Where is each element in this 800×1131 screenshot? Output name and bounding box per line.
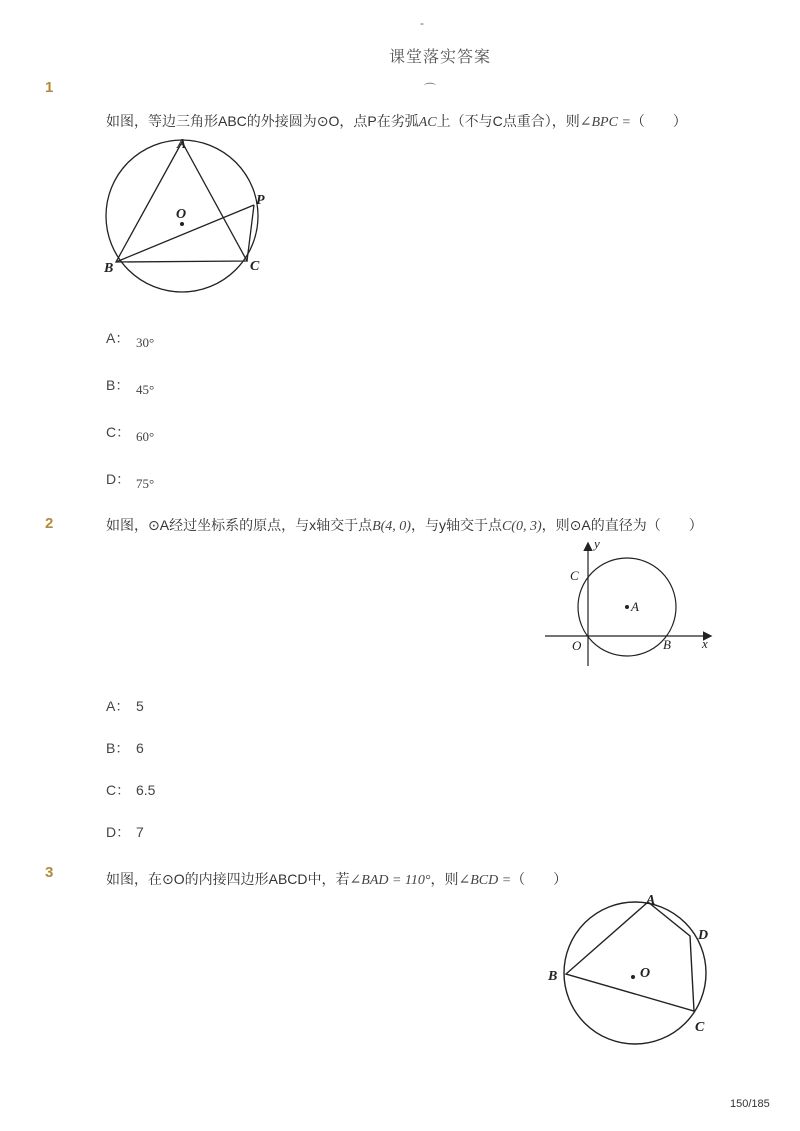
q3-label-b: B — [548, 969, 558, 984]
q3-stem-expr2: ∠BCD = — [458, 873, 512, 888]
q2-option-c[interactable] — [106, 780, 155, 800]
q2-label-c: C — [570, 568, 579, 583]
q3-stem-prefix: 如图，在⊙O的内接四边形ABCD中，若 — [106, 871, 350, 887]
q1-option-a[interactable] — [106, 328, 154, 348]
q2-stem-point-c: C(0, 3) — [501, 519, 542, 534]
q2-option-d-value: 7 — [136, 824, 144, 840]
q2-stem-point-b: B(4, 0) — [372, 519, 411, 534]
q1-option-a-value: 30° — [136, 335, 155, 350]
q2-label-y: y — [594, 536, 600, 551]
q2-option-b-label: B： — [106, 740, 130, 756]
q2-center-dot — [625, 605, 629, 609]
question-1-stem — [106, 111, 687, 131]
q3-label-o: O — [640, 966, 651, 981]
q2-option-c-value: 6.5 — [136, 782, 156, 798]
q2-label-o: O — [572, 638, 582, 653]
question-number-3: 3 — [45, 864, 54, 881]
question-2-stem — [106, 515, 703, 535]
q1-stem-expr: ∠BPC = — [579, 115, 631, 130]
q1-option-b-value: 45° — [136, 382, 155, 397]
q3-label-c: C — [695, 1020, 705, 1035]
q1-stem-middle: 上（不与C点重合），则 — [436, 113, 580, 129]
q2-option-d-label: D： — [106, 824, 131, 840]
q1-option-a-label: A： — [106, 330, 130, 346]
q1-label-p: P — [256, 193, 265, 208]
q1-option-c-label: C： — [106, 424, 131, 440]
q2-label-x: x — [702, 636, 708, 651]
header-dash: - — [420, 16, 424, 30]
q1-label-b: B — [104, 261, 114, 276]
q2-option-d[interactable] — [106, 822, 144, 842]
q1-center-dot — [180, 222, 184, 226]
q3-stem-suffix: （ ） — [511, 871, 568, 887]
arc-symbol: ⌒ — [424, 82, 437, 96]
q3-center-dot — [631, 975, 635, 979]
q2-option-a[interactable] — [106, 696, 144, 716]
q1-label-c: C — [250, 259, 260, 274]
q1-stem-prefix: 如图，等边三角形ABC的外接圆为⊙O，点P在劣弧 — [106, 113, 419, 129]
q1-triangle-abc — [116, 142, 247, 262]
question-number-2: 2 — [45, 515, 54, 532]
q3-label-d: D — [698, 928, 709, 943]
q2-label-a: A — [631, 599, 639, 614]
page-number: 150/185 — [730, 1098, 770, 1110]
question-number-1: 1 — [45, 79, 54, 96]
q1-stem-suffix: （ ） — [630, 113, 687, 129]
q2-option-a-value: 5 — [136, 698, 144, 714]
question-2-figure — [540, 536, 720, 671]
q1-option-b[interactable] — [106, 375, 154, 395]
question-3-figure — [540, 888, 720, 1053]
question-3-stem — [106, 869, 567, 889]
q3-stem-middle: ，则 — [430, 871, 459, 887]
q1-option-d-label: D： — [106, 471, 131, 487]
q1-label-a: A — [177, 137, 187, 152]
q1-option-d-value: 75° — [136, 476, 155, 491]
q3-stem-expr1: ∠BAD = 110° — [349, 873, 431, 888]
q1-line-pc — [247, 205, 254, 261]
q2-option-a-label: A： — [106, 698, 130, 714]
q2-option-b-value: 6 — [136, 740, 144, 756]
q2-option-c-label: C： — [106, 782, 131, 798]
q1-label-o: O — [176, 207, 187, 222]
q1-option-b-label: B： — [106, 377, 130, 393]
q2-stem-middle: ，与y轴交于点 — [410, 517, 502, 533]
question-1-figure — [100, 134, 280, 304]
q1-option-c-value: 60° — [136, 429, 155, 444]
q2-option-b[interactable] — [106, 738, 144, 758]
q2-label-b: B — [663, 637, 671, 652]
q1-stem-arc: AC — [418, 115, 437, 130]
document-title: 课堂落实答案 — [388, 47, 491, 66]
q1-option-c[interactable] — [106, 422, 154, 442]
q2-stem-suffix: ，则⊙A的直径为（ ） — [541, 517, 703, 533]
q2-stem-prefix: 如图，⊙A经过坐标系的原点，与x轴交于点 — [106, 517, 373, 533]
q3-quadrilateral-abcd — [566, 902, 694, 1011]
q3-circle — [564, 902, 709, 1044]
q3-label-a: A — [646, 893, 656, 908]
q1-option-d[interactable] — [106, 469, 154, 489]
